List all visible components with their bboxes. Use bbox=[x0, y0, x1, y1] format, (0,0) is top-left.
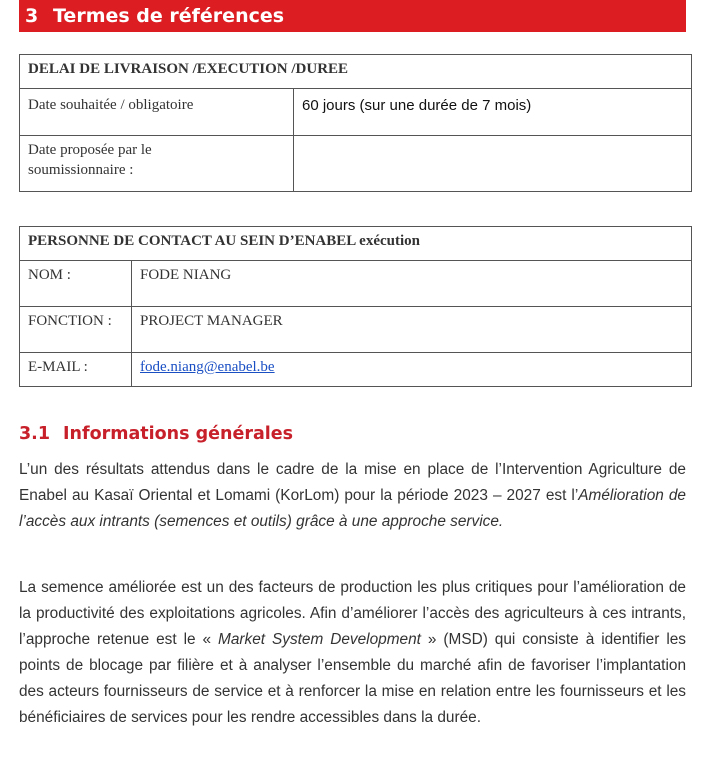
delivery-table bbox=[19, 54, 692, 192]
section-title: Termes de références bbox=[53, 5, 285, 27]
contact-email-cell bbox=[132, 353, 692, 387]
subsection-number: 3.1 bbox=[19, 424, 51, 444]
subsection-heading bbox=[19, 424, 293, 444]
contact-name-label: NOM : bbox=[20, 261, 132, 307]
section-number: 3 bbox=[25, 5, 39, 27]
proposed-date-value[interactable] bbox=[294, 136, 692, 192]
desired-date-value: 60 jours (sur une durée de 7 mois) bbox=[294, 89, 692, 136]
section-heading bbox=[19, 0, 686, 32]
contact-name-value: FODE NIANG bbox=[132, 261, 692, 307]
contact-email-link[interactable]: fode.niang@enabel.be bbox=[140, 359, 275, 375]
paragraph-msd-text-a: La semence améliorée est un des facteurs de production les plus critiques pour l’amélioration de la productivité des exploitations agricoles. Afin d’améliorer l’accès des agriculteurs à ces intrants, l’approche retenue est le « bbox=[19, 579, 686, 648]
contact-table bbox=[19, 226, 692, 387]
proposed-date-label-line2: soumissionnaire : bbox=[28, 162, 134, 178]
paragraph-msd-text-b: » (MSD) qui consiste à identifier les points de blocage par filière et à analyser l’ensemble du marché afin de favoriser l’implantation des acteurs fournisseurs de service et à renforcer la mise en relation entre les fournisseurs et les bénéficiaires de services pour les rendre accessibles dans la durée. bbox=[19, 631, 686, 726]
proposed-date-label bbox=[20, 136, 294, 192]
subsection-title: Informations générales bbox=[63, 424, 294, 444]
delivery-header: DELAI DE LIVRAISON /EXECUTION /DUREE bbox=[20, 55, 692, 89]
contact-function-label: FONCTION : bbox=[20, 307, 132, 353]
paragraph-msd-italic: Market System Development bbox=[218, 631, 421, 648]
contact-email-label: E-MAIL : bbox=[20, 353, 132, 387]
contact-function-value: PROJECT MANAGER bbox=[132, 307, 692, 353]
desired-date-label: Date souhaitée / obligatoire bbox=[20, 89, 294, 136]
paragraph-msd bbox=[19, 575, 686, 731]
paragraph-intro-italic: Amélioration de l’accès aux intrants (semences et outils) grâce à une approche service. bbox=[19, 487, 686, 530]
contact-header: PERSONNE DE CONTACT AU SEIN D’ENABEL exécution bbox=[20, 227, 692, 261]
paragraph-intro bbox=[19, 457, 686, 535]
paragraph-intro-text: L’un des résultats attendus dans le cadre de la mise en place de l’Intervention Agriculture de Enabel au Kasaï Oriental et Lomami (KorLom) pour la période 2023 – 2027 est l’ bbox=[19, 461, 686, 504]
proposed-date-label-line1: Date proposée par le bbox=[28, 142, 152, 158]
